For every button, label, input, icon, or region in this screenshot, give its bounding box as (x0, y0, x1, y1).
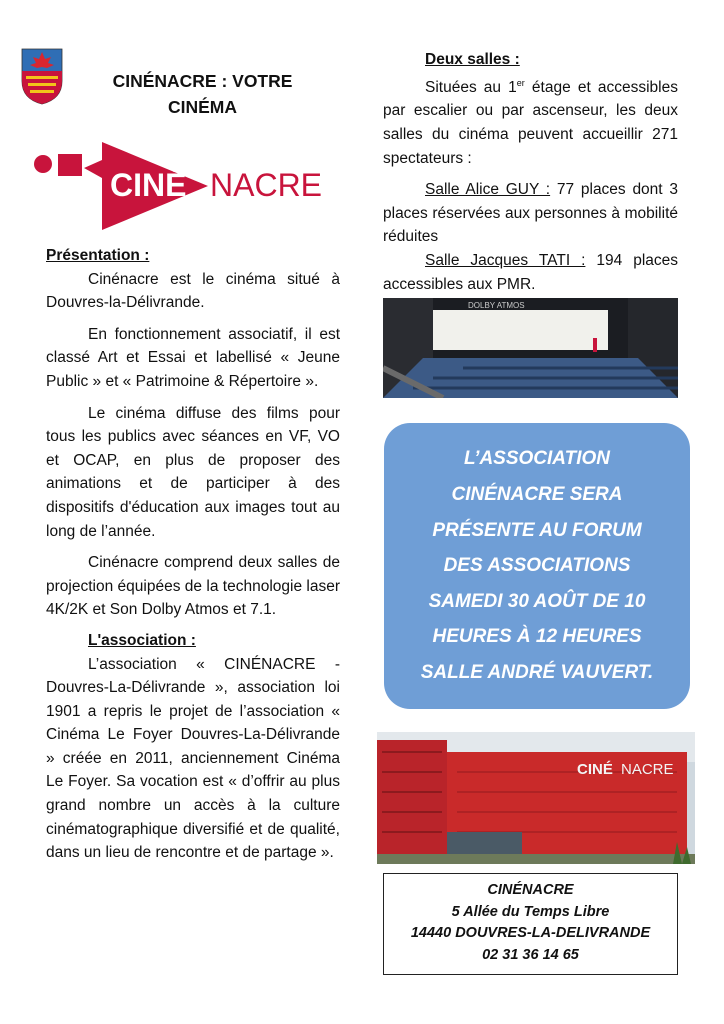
theatre-photo (383, 298, 678, 398)
presentation-heading: Présentation : (46, 247, 150, 264)
announcement-line: SAMEDI 30 AOÛT DE 10 (428, 590, 646, 612)
page-title: CINÉNACRE : VOTRE CINÉMA (112, 71, 293, 117)
association-heading: L'association : (88, 631, 196, 649)
forum-announcement (384, 423, 690, 709)
address-phone: 02 31 36 14 65 (482, 946, 579, 963)
announcement-line: PRÉSENTE AU FORUM (432, 519, 642, 541)
presentation-paragraph-4: Cinénacre comprend deux salles de projection équipées de la technologie laser 4K/2K et Son Dolby Atmos et 7.1. (46, 554, 340, 619)
announcement-line: L’ASSOCIATION (463, 448, 611, 470)
salle-alice-guy: Salle Alice GUY : 77 places dont 3 places réservées aux personnes à mobilité réduites (383, 181, 678, 246)
presentation-paragraph-1: Cinénacre est le cinéma situé à Douvres-la-Délivrande. (46, 270, 340, 312)
presentation-paragraph-3: Le cinéma diffuse des films pour tous les publics avec séances en VF, VO et OCAP, en plus de proposer des animations et de participer à des dispositifs d'éducation aux images tout au long de l’année. (46, 404, 340, 540)
announcement-line: DES ASSOCIATIONS (443, 555, 631, 577)
town-crest-image (20, 47, 64, 105)
announcement-line: HEURES À 12 HEURES (432, 626, 642, 648)
left-column (46, 244, 340, 865)
announcement-line: CINÉNACRE SERA (451, 484, 623, 506)
building-sign-suffix: NACRE (621, 761, 674, 778)
right-column (383, 48, 678, 296)
cinenacre-logo (30, 140, 332, 232)
building-sign-prefix: CINÉ (577, 761, 613, 778)
association-paragraph: L’association « CINÉNACRE - Douvres-La-Délivrande », association loi 1901 a repris le projet de l’association « Cinéma Le Foyer Douvres-La-Délivrande » créée en 2011, anciennement Cinéma Le Foyer. Sa vocation est « d’offrir au plus grand nombre un accès à la culture cinématographique diversifié et de qualité, dans un lieu de rencontre et de partage ». (46, 655, 340, 862)
dolby-atmos-label: DOLBY ATMOS (468, 301, 525, 310)
salle-jacques-tati: Salle Jacques TATI : 194 places accessibles aux PMR. (383, 251, 678, 293)
address-name: CINÉNACRE (487, 882, 574, 898)
building-photo (377, 732, 695, 864)
presentation-paragraph-2: En fonctionnement associatif, il est classé Art et Essai et labellisé « Jeune Public » et « Patrimoine & Répertoire ». (46, 325, 340, 390)
announcement-line: SALLE ANDRÉ VAUVERT. (420, 661, 654, 683)
salles-intro: Situées au 1er étage et accessibles par escalier ou par ascenseur, les deux salles du cinéma peuvent accueillir 271 spectateurs : (383, 77, 678, 167)
address-city: 14440 DOUVRES-LA-DELIVRANDE (410, 925, 651, 942)
address-street: 5 Allée du Temps Libre (451, 903, 610, 920)
salles-heading: Deux salles : (425, 51, 520, 68)
logo-text-prefix: CINÉ (110, 167, 187, 203)
logo-text-suffix: NACRE (210, 167, 323, 203)
address-box (383, 873, 678, 975)
